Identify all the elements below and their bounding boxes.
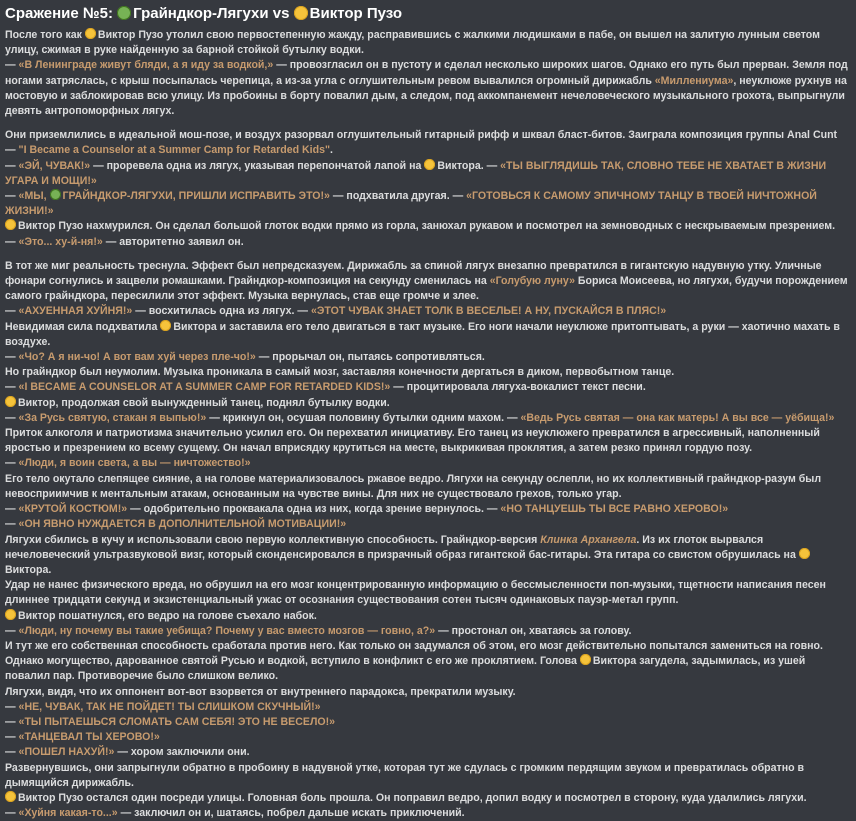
story-line [5, 761, 850, 791]
narration-text: — [5, 715, 19, 728]
narration-text: Виктора. [5, 563, 52, 576]
quote-text: «ГОТОВЬСЯ К САМОМУ ЭПИЧНОМУ ТАНЦУ В ТВОЕЙ НИЧТОЖНОЙ ЖИЗНИ!» [5, 190, 817, 218]
narration-text: В тот же миг реальность треснула. Эффект был непредсказуем. Дирижабль за спиной лягух внезапно превратился в гигантскую надувную утку. Уличные фонари согнулись и зацвели ромашками. Грайндкор-композиция на секунду сменилась на [5, 259, 822, 288]
face-icon [5, 219, 16, 230]
quote-text: «ПОШЕЛ НАХУЙ!» [18, 746, 115, 759]
narration-text: — восхитилась одна из лягух. — [132, 305, 311, 318]
narration-text: — [5, 305, 19, 318]
quote-text: «Ведь Русь святая — она как матерь! А вы все — уёбища!» [520, 411, 835, 424]
quote-text: «ЭЙ, ЧУВАК!» [18, 159, 91, 172]
italic-quote-text: Клинка Архангела [540, 533, 637, 546]
story-line [5, 235, 850, 250]
quote-text: «В Ленинграде живут бляди, а я иду за водкой,» [18, 59, 274, 72]
narration-text: Виктора и заставила его тело двигаться в такт музыке. Его ноги начали неуклюже притоптывать, а руки — хаотично махать в воздухе. [5, 320, 840, 348]
paragraph-gap [5, 250, 850, 259]
quote-text: «Чо? А я ни-чо! А вот вам хуй через пле-чо!» [18, 351, 256, 364]
narration-text: — крикнул он, осушая половину бутылки одним махом. — [206, 411, 521, 424]
story-line [5, 28, 850, 58]
narration-text: Удар не нанес физического вреда, но обрушил на его мозг концентрированную информацию о бессмысленности поп-музыки, тщетности написания песен длиннее тридцати секунд и экзистенциальный ужас от осознания существования сотен тысяч одинаковых пауэр-метал групп. [5, 579, 826, 607]
narration-text: Виктор, продолжая свой вынужденный танец, поднял бутылку водки. [18, 396, 390, 409]
face-icon [799, 548, 810, 559]
quote-text: «Это... ху-й-ня!» [18, 235, 103, 248]
story-line [5, 700, 850, 715]
narration-text: — [5, 190, 19, 203]
narration-text: После того как [5, 29, 85, 41]
narration-text: — авторитетно заявил он. [102, 235, 244, 248]
narration-text: Виктор пошатнулся, его ведро на голове съехало набок. [18, 609, 317, 622]
frog-icon [50, 189, 61, 200]
story-line [5, 791, 850, 806]
story-line [5, 396, 850, 411]
narration-text: Но грайндкор был неумолим. Музыка проникала в самый мозг, заставляя конечности дергаться в диком, первобытном танце. [5, 366, 675, 379]
narration-text: Лягухи, видя, что их оппонент вот-вот взорвется от внутреннего парадокса, прекратили музыку. [5, 685, 516, 698]
quote-text: «НО ТАНЦУЕШЬ ТЫ ВСЕ РАВНО ХЕРОВО!» [500, 503, 729, 516]
story-line [5, 426, 850, 456]
quote-text: «I BECAME A COUNSELOR AT A SUMMER CAMP FOR RETARDED KIDS!» [18, 381, 391, 394]
narration-text: Виктор Пузо утолил свою первостепенную жажду, расправившись с жалкими людишками в пабе, он вышел на залитую лунным светом улицу, сжимая в руке найденную за барной стойкой бутылку водки. [5, 29, 820, 57]
narration-text: Виктора. — [437, 159, 501, 172]
narration-text: Виктор Пузо нахмурился. Он сделал большой глоток водки прямо из горла, занюхал рукавом и посмотрел на земноводных с нескрываемым презрением. [18, 220, 836, 233]
battle-title [5, 4, 850, 24]
narration-text: Бориса Моисеева, но лягухи, будучи порождением самого грайндкора, пересилили этот эффект. Музыка вернулась, став еще громче и злее. [5, 275, 848, 303]
story-line [5, 472, 850, 502]
narration-text: Виктора загудела, задымилась, из ушей повалил пар. Противоречие было слишком велико. [5, 655, 806, 683]
quote-text: «ТЫ ВЫГЛЯДИШЬ ТАК, СЛОВНО ТЕБЕ НЕ ХВАТАЕТ В ЖИЗНИ УГАРА И МОЩИ!» [5, 159, 827, 187]
narration-text: — проревела одна из лягух, указывая перепончатой лапой на [90, 159, 425, 172]
story-line [5, 745, 850, 760]
narration-text: Развернувшись, они запрыгнули обратно в пробоину в надувной утке, которая тут же сдулась с громким пердящим звуком и превратилась обратно в дымящийся дирижабль. [5, 761, 805, 789]
face-icon [5, 791, 16, 802]
story-line [5, 189, 850, 219]
quote-text: «НЕ, ЧУВАК, ТАК НЕ ПОЙДЕТ! ТЫ СЛИШКОМ СКУЧНЫЙ!» [18, 700, 321, 713]
story-line [5, 806, 850, 821]
narration-text: — провозгласил он в пустоту и сделал несколько широких шагов. Однако его путь был прерван. Земля под ногами затряслась, с крыш посыпалась черепица, а из-за угла с оглушительным ревом вывалился огромный дирижабль [5, 59, 848, 87]
face-icon [5, 396, 16, 407]
story-line [5, 411, 850, 426]
story-line [5, 533, 850, 579]
story-line [5, 624, 850, 639]
face-icon [5, 609, 16, 620]
quote-text: «Голубую луну» [489, 275, 575, 288]
narration-text: Его тело окутало слепящее сияние, а на голове материализовалось ржавое ведро. Лягухи на секунду ослепли, но их коллективный грайндкор-разум был невосприимчив к ментальным атакам, основанным на чувстве вины. Для них не существовало грехов, только угар. [5, 472, 822, 500]
quote-text: «МЫ, [18, 190, 50, 203]
quote-text: «Хуйня какая-то...» [18, 807, 118, 820]
story-line [5, 715, 850, 730]
story-line [5, 502, 850, 517]
quote-text: «АХУЕННАЯ ХУЙНЯ!» [18, 305, 133, 318]
story-line [5, 730, 850, 745]
narration-text: — прорычал он, пытаясь сопротивляться. [255, 351, 485, 364]
narration-text: . [330, 144, 333, 157]
quote-text: «Люди, я воин света, а вы — ничтожество!» [18, 457, 251, 470]
story-line [5, 159, 850, 189]
narration-text: — [5, 235, 19, 248]
narration-text: , неуклюже рухнув на мостовую и заблокировав всю улицу. Из пробоины в борту повалил дым, а следом, под аккомпанемент нечеловеческого музыкального грохота, выпрыгнули девять антропоморфных лягух. [5, 74, 847, 118]
narration-text: — заключил он и, шатаясь, побрел дальше искать приключений. [117, 807, 465, 820]
story-line [5, 320, 850, 350]
narration-text: — [5, 518, 19, 531]
story-line [5, 685, 850, 700]
face-icon [294, 6, 308, 20]
story-line [5, 219, 850, 234]
quote-text: «КРУТОЙ КОСТЮМ!» [18, 503, 128, 516]
story-line [5, 456, 850, 471]
story-line [5, 578, 850, 608]
story-line [5, 639, 850, 685]
story-line [5, 259, 850, 305]
story-line [5, 365, 850, 380]
narration-text: — подхватила другая. — [329, 190, 467, 203]
quote-text: «ЭТОТ ЧУВАК ЗНАЕТ ТОЛК В ВЕСЕЛЬЕ! А НУ, ПУСКАЙСЯ В ПЛЯС!» [310, 305, 667, 318]
narration-text: — [5, 746, 19, 759]
quote-text: «ОН ЯВНО НУЖДАЕТСЯ В ДОПОЛНИТЕЛЬНОЙ МОТИВАЦИИ!» [18, 518, 347, 531]
narration-text: — процитировала лягуха-вокалист текст песни. [390, 381, 646, 394]
face-icon [424, 159, 435, 170]
face-icon [85, 28, 96, 39]
quote-text: "I Became a Counselor at a Summer Camp for Retarded Kids" [18, 144, 331, 157]
quote-text: «ТАНЦЕВАЛ ТЫ ХЕРОВО!» [18, 731, 160, 744]
story-line [5, 304, 850, 319]
story-line [5, 380, 850, 395]
quote-text: «Миллениума» [654, 74, 734, 87]
narration-text: — [5, 700, 19, 713]
narration-text: — [5, 59, 19, 72]
quote-text: «ТЫ ПЫТАЕШЬСЯ СЛОМАТЬ САМ СЕБЯ! ЭТО НЕ ВЕСЕЛО!» [18, 715, 336, 728]
narration-text: Они приземлились в идеальной мош-позе, и воздух разорвал оглушительный гитарный рифф и шквал бласт-битов. Заиграла композиция группы Anal Cunt — [5, 129, 838, 157]
narration-text: — [5, 351, 19, 364]
story-line [5, 350, 850, 365]
face-icon [160, 320, 171, 331]
story-line [5, 609, 850, 624]
narration-text: — [5, 807, 19, 820]
narration-text: . Из их глоток вырвался нечеловеческий ультразвуковой визг, который сконденсировался в призрачный образ гигантской бас-гитары. Эта гитара со свистом обрушилась на [5, 533, 799, 561]
title-vs: vs [272, 5, 290, 22]
title-prefix: Сражение №5: [5, 5, 113, 22]
narration-text: — [5, 457, 19, 470]
story-line [5, 517, 850, 532]
quote-text: ГРАЙНДКОР-ЛЯГУХИ, ПРИШЛИ ИСПРАВИТЬ ЭТО!» [62, 190, 330, 203]
narration-text: — [5, 503, 19, 516]
face-icon [580, 654, 591, 665]
quote-text: «Люди, ну почему вы такие уебища? Почему у вас вместо мозгов — говно, а?» [18, 624, 436, 637]
narration-text: — [5, 624, 19, 637]
narration-text: — [5, 381, 19, 394]
narration-text: — [5, 411, 19, 424]
frog-icon [117, 6, 131, 20]
narration-text: Невидимая сила подхватила [5, 320, 161, 333]
title-side-a: Грайндкор-Лягухи [133, 5, 269, 22]
narration-text: — [5, 159, 19, 172]
narration-text: — хором заключили они. [114, 746, 250, 759]
story-line [5, 58, 850, 119]
story-body [5, 28, 850, 821]
narration-text: — [5, 731, 19, 744]
narration-text: Приток алкоголя и патриотизма значительно усилил его. Он перехватил инициативу. Его танец из неуклюжего превратился в агрессивный, наполненный яростью и презрением ко всему сущему. Он начал вприсядку крутиться на месте, выкрикивая проклятия, а затем резко принял гордую позу. [5, 427, 820, 455]
story-line [5, 128, 850, 158]
paragraph-gap [5, 119, 850, 128]
narration-text: — простонал он, хватаясь за голову. [435, 624, 632, 637]
title-side-b: Виктор Пузо [309, 5, 403, 22]
quote-text: «За Русь святую, стакан я выпью!» [18, 411, 207, 424]
narration-text: Лягухи сбились в кучу и использовали свою первую коллективную способность. Грайндкор-версия [5, 533, 541, 546]
narration-text: — одобрительно проквакала одна из них, когда зрение вернулось. — [127, 503, 501, 516]
narration-text: И тут же его собственная способность сработала против него. Как только он задумался об этом, его мозг действительно попытался замениться на говно. Однако могущество, дарованное святой Русью и водкой, вступило в конфликт с его же проклятием. Голова [5, 639, 823, 668]
narration-text: Виктор Пузо остался один посреди улицы. Головная боль прошла. Он поправил ведро, допил водку и посмотрел в сторону, куда удалились лягухи. [18, 791, 807, 804]
